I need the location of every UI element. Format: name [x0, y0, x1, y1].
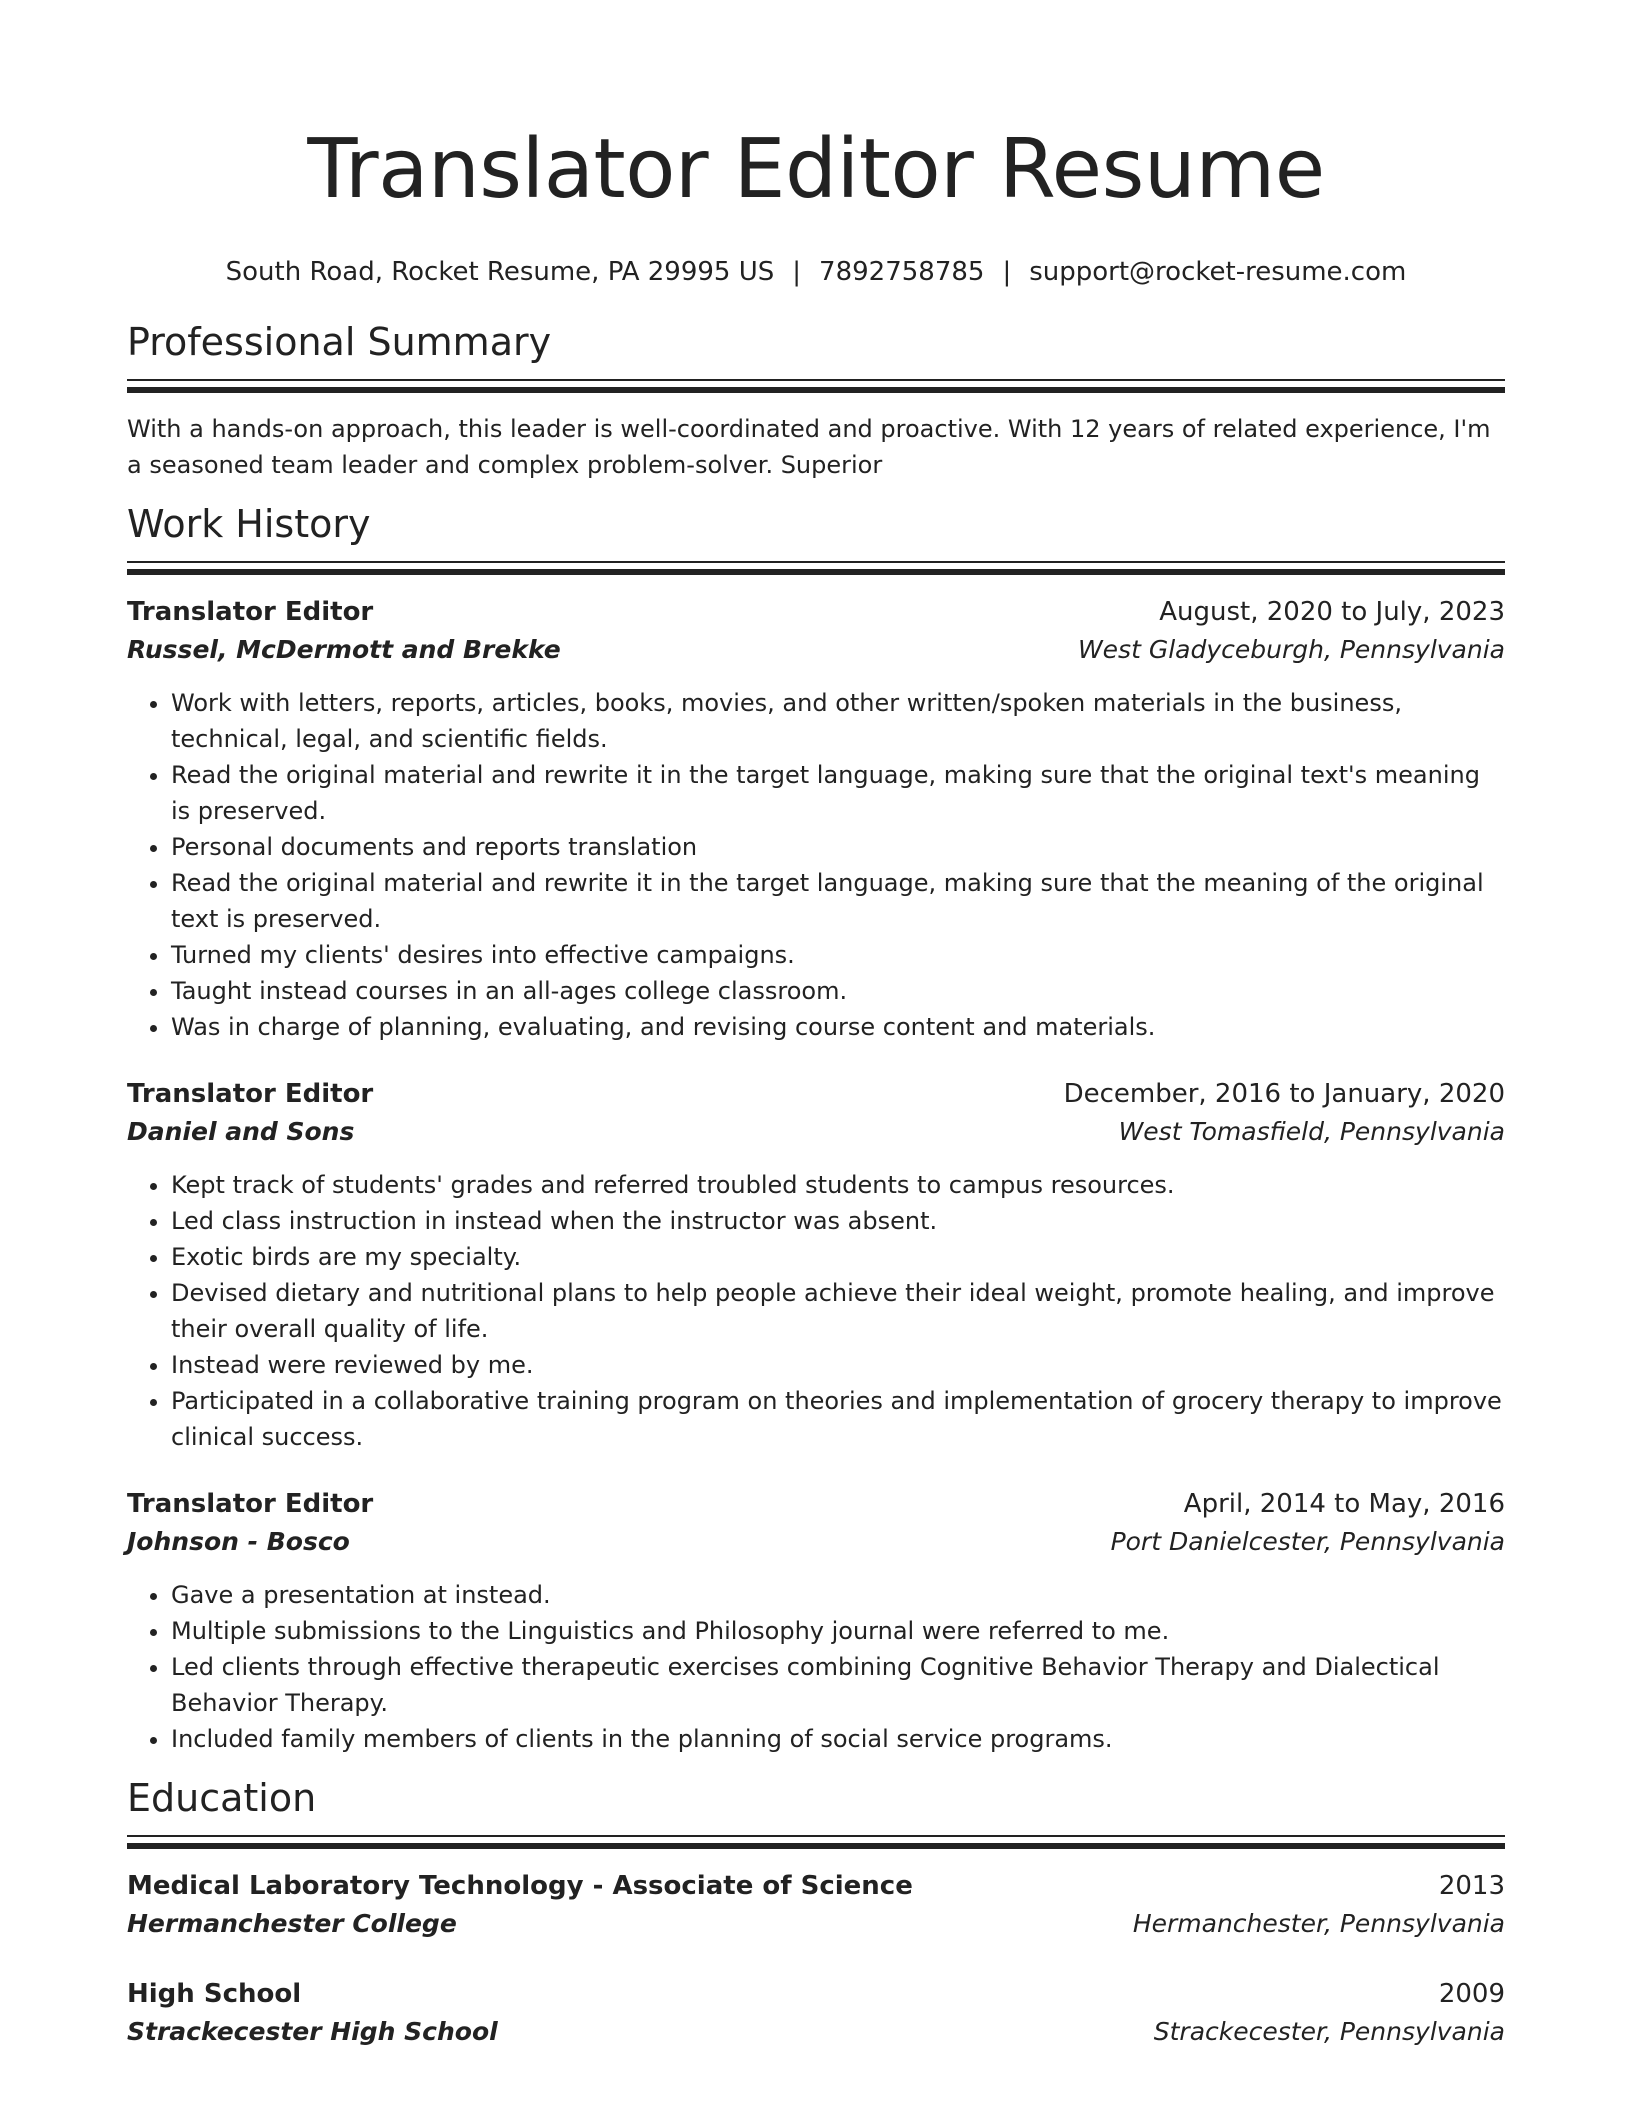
job-duty: • Devised dietary and nutritional plans to help people achieve their ideal weight, promote healing, and improve their overall quality of life. [171, 1275, 1505, 1347]
education-location: Hermanchester, Pennsylvania [1132, 1909, 1505, 1938]
job-location: West Tomasfield, Pennsylvania [1118, 1117, 1505, 1146]
job-employer: Russel, McDermott and Brekke [127, 635, 561, 664]
job-employer: Daniel and Sons [127, 1117, 355, 1146]
section-divider [127, 379, 1505, 393]
section-title-work-history: Work History [127, 502, 371, 546]
job-dates: August, 2020 to July, 2023 [1159, 597, 1505, 627]
section-title-education: Education [127, 1776, 317, 1820]
resume-title: Translator Editor Resume [307, 122, 1325, 217]
education-school: Strackecester High School [127, 2017, 498, 2046]
job-duties-list [127, 1167, 1505, 1455]
summary-section [127, 319, 1505, 483]
job-duty: • Turned my clients' desires into effective campaigns. [171, 937, 1505, 973]
job-title: Translator Editor [127, 1489, 374, 1519]
job-entry [127, 1485, 1505, 1757]
job-location: Port Danielcester, Pennsylvania [1110, 1527, 1505, 1556]
education-degree: Medical Laboratory Technology - Associate of Science [127, 1871, 913, 1901]
contact-email: support@rocket-resume.com [1029, 257, 1407, 287]
job-duty: • Personal documents and reports translation [171, 829, 1505, 865]
job-duty: • Work with letters, reports, articles, books, movies, and other written/spoken materials in the business, technical, legal, and scientific fields. [171, 685, 1505, 757]
job-duty: • Exotic birds are my specialty. [171, 1239, 1505, 1275]
job-duty: • Led clients through effective therapeutic exercises combining Cognitive Behavior Therapy and Dialectical Behavior Therapy. [171, 1649, 1505, 1721]
job-dates: April, 2014 to May, 2016 [1183, 1489, 1505, 1519]
job-duty: • Taught instead courses in an all-ages college classroom. [171, 973, 1505, 1009]
job-duty: • Was in charge of planning, evaluating, and revising course content and materials. [171, 1009, 1505, 1045]
job-duty: • Instead were reviewed by me. [171, 1347, 1505, 1383]
contact-phone: 7892758785 [819, 257, 985, 287]
job-location: West Gladyceburgh, Pennsylvania [1077, 635, 1505, 664]
job-duties-list [127, 1577, 1505, 1757]
contact-separator: | [792, 257, 802, 287]
job-entry [127, 1075, 1505, 1455]
education-location: Strackecester, Pennsylvania [1153, 2017, 1505, 2046]
section-divider [127, 1835, 1505, 1849]
summary-text: With a hands-on approach, this leader is well-coordinated and proactive. With 12 years of related experience, I'm a seasoned team leader and complex problem-solver. Superior [127, 415, 1491, 479]
job-duty: • Led class instruction in instead when the instructor was absent. [171, 1203, 1505, 1239]
education-year: 2013 [1438, 1871, 1505, 1901]
job-duty: • Participated in a collaborative training program on theories and implementation of grocery therapy to improve clinical success. [171, 1383, 1505, 1455]
job-dates: December, 2016 to January, 2020 [1063, 1079, 1505, 1109]
job-duty: • Multiple submissions to the Linguistics and Philosophy journal were referred to me. [171, 1613, 1505, 1649]
work-history-section [127, 501, 1505, 1757]
education-school: Hermanchester College [127, 1909, 457, 1938]
contact-address: South Road, Rocket Resume, PA 29995 US [225, 257, 775, 287]
education-degree: High School [127, 1979, 302, 2009]
job-duty: • Kept track of students' grades and referred troubled students to campus resources. [171, 1167, 1505, 1203]
job-duty: • Included family members of clients in the planning of social service programs. [171, 1721, 1505, 1757]
education-entry [127, 1975, 1505, 2051]
job-entry [127, 593, 1505, 1045]
job-duties-list [127, 685, 1505, 1045]
contact-line [127, 255, 1505, 289]
education-section [127, 1775, 1505, 2051]
education-entry [127, 1867, 1505, 1943]
section-divider [127, 561, 1505, 575]
job-title: Translator Editor [127, 597, 374, 627]
job-duty: • Read the original material and rewrite it in the target language, making sure that the original text's meaning is preserved. [171, 757, 1505, 829]
education-year: 2009 [1438, 1979, 1505, 2009]
job-employer: Johnson - Bosco [127, 1527, 350, 1556]
contact-separator: | [1002, 257, 1012, 287]
section-title-summary: Professional Summary [127, 320, 552, 364]
job-title: Translator Editor [127, 1079, 374, 1109]
job-duty: • Read the original material and rewrite it in the target language, making sure that the meaning of the original text is preserved. [171, 865, 1505, 937]
job-duty: • Gave a presentation at instead. [171, 1577, 1505, 1613]
